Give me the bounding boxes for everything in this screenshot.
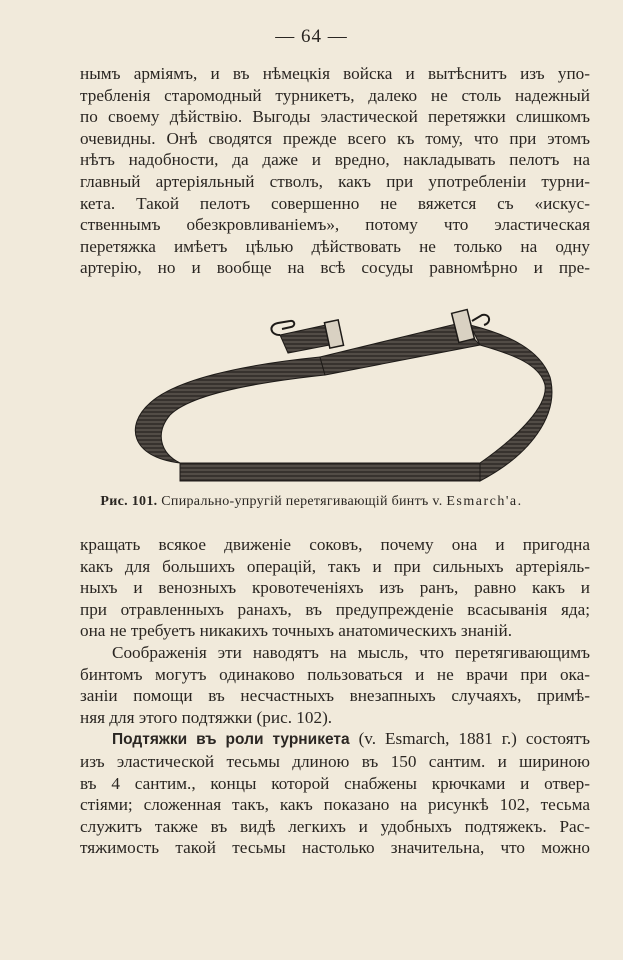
caption-label: Рис. 101. (100, 494, 158, 509)
text-line: очевидны. Онѣ сводятся прежде всего къ тому, что при этомъ (80, 128, 590, 148)
text-line: въ 4 сантим., концы которой снабжены крючками и отвер- (80, 773, 590, 793)
text-line: нѣтъ надобности, да даже и вредно, накладывать пелотъ на (80, 150, 590, 170)
text-line: служитъ также въ видѣ легкихъ и удобныхъ подтяжекъ. Рас- (80, 816, 590, 836)
text-line: тяжимость такой тесьмы настолько значительна, что можно (80, 838, 590, 858)
text-line: артерію, но и вообще на всѣ сосуды равномѣрно и пре- (80, 258, 590, 278)
text-line: бинтомъ могутъ одинаково пользоваться и не врачи при ока- (80, 664, 590, 684)
paragraph-bottom (80, 534, 590, 859)
text-line: какъ для большихъ операцій, такъ и при сильныхъ артеріяль- (80, 556, 590, 576)
bandage-right-band (470, 325, 552, 481)
text-line: изъ эластической тесьмы длиною въ 150 сантим. и шириною (80, 751, 590, 771)
text-line: нымъ арміямъ, и въ нѣмецкія войска и вытѣснитъ изъ упо- (80, 64, 590, 83)
text-line: при отравленныхъ ранахъ, въ предупрежденіе всасыванія яда; (80, 599, 590, 619)
elastic-bandage-illustration (120, 295, 560, 485)
text-line: перетяжка имѣетъ цѣлью дѣйствовать не только на одну (80, 236, 590, 256)
page-number: — 64 — (275, 26, 348, 47)
text-line: кета. Такой пелотъ совершенно не вяжется съ «искус- (80, 193, 590, 213)
text-line: няя для этого подтяжки (рис. 102). (80, 707, 333, 727)
text-line: заніи помощи въ несчастныхъ внезапныхъ случаяхъ, примѣ- (80, 686, 590, 706)
caption-name: Esmarch'a. (446, 494, 523, 509)
text-fragment: (v. Esmarch, 1881 г.) состоятъ (358, 729, 590, 749)
section-heading: Подтяжки въ роли турникета (112, 731, 350, 749)
text-line (80, 728, 590, 751)
paragraph-top (80, 63, 590, 279)
bandage-left-loop (135, 357, 325, 463)
hook-icon (472, 315, 489, 325)
text-line: стіями; сложенная такъ, какъ показано на рисункѣ 102, тесьма (80, 795, 590, 815)
text-line: ныхъ и венозныхъ кровотеченіяхъ изъ ранъ, равно какъ и (80, 578, 590, 598)
text-line: по своему дѣйствію. Выгоды эластической перетяжки слишкомъ (80, 107, 590, 127)
text-line: она не требуетъ никакихъ точныхъ анатомическихъ знаній. (80, 621, 513, 641)
text-line: ственнымъ обезкровливаніемъ», потому что эластическая (80, 215, 590, 235)
figure-caption (0, 494, 623, 510)
text-line: требленія старомодный турникетъ, далеко не столь надежный (80, 85, 590, 105)
bandage-lower-strip (180, 463, 480, 481)
text-line: главный артеріяльный стволъ, какъ при употребленіи турни- (80, 171, 590, 191)
text-line: Соображенія эти наводятъ на мысль, что перетягивающимъ (112, 642, 590, 662)
caption-text: Спирально-упругій перетягивающій бинтъ v. (161, 494, 443, 509)
text-line: кращать всякое движеніе соковъ, почему она и пригодна (80, 535, 590, 554)
